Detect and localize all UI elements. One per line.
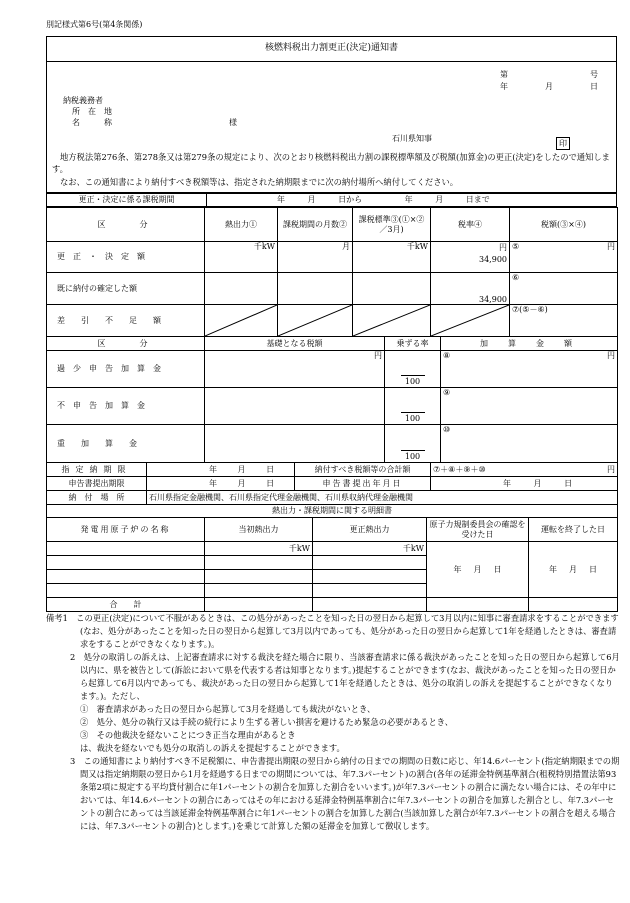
empty-cell [278, 273, 353, 305]
stopped-date: 年 月 日 [529, 542, 618, 598]
rate-denominator: 100 [401, 450, 425, 462]
confirmed-date: 年 月 日 [427, 542, 529, 598]
deadline-table [46, 462, 618, 505]
period-value: 年 月 日から 年 月 日まで [207, 194, 617, 207]
standard-unit: 千kW [353, 242, 431, 273]
rate-fraction [385, 425, 441, 463]
tax-table [46, 207, 618, 337]
body-text-2: なお、この通知書により納付すべき税額等は、指定された納期限までに次の納付場所へ納付してください。 [60, 177, 459, 187]
header-revised: 更正熱出力 [313, 518, 427, 542]
reactor-cell [47, 570, 205, 584]
total-unit: 円 [607, 464, 615, 474]
detail-table [46, 504, 618, 612]
note-2: 2 処分の取消しの訴えは、上記審査請求に対する裁決を経た場合に限り、当該審査請求に係る裁決があったことを知った日の翌日から起算して6月以内に、県を被告として(訴訟において県を代表する者は知事となります。)提起することができます(なお、裁決があったことを知った日の翌日から起算して6月以内であっても、裁決があった日の翌日から起算して1年を経過したときは、処分の取消しの訴えを提起することができなくなります。)。ただし、 [70, 652, 620, 701]
period-table [46, 193, 617, 207]
rate-cell [431, 242, 510, 273]
tax-mark: ⑥ [510, 273, 618, 305]
rate-value: 34,900 [479, 255, 507, 264]
taxpayer-address-label: 所 在 地 [72, 107, 112, 116]
penalty-table [46, 336, 618, 463]
taxpayer-label: 納税義務者 [63, 96, 103, 105]
header-reactor: 発電用原子炉の名称 [47, 518, 205, 542]
rate-fraction [385, 388, 441, 425]
amount-cell [441, 351, 618, 388]
seal-mark [556, 131, 570, 150]
notes [46, 612, 620, 833]
rate-fraction [385, 351, 441, 388]
body-text-1: 地方税法第276条、第278条又は第279条の規定により、次のとおり核燃料税出力割の課税標準額及び税額(加算金)の更正(決定)をしたので通知します。 [52, 152, 610, 174]
total-label: 合 計 [47, 598, 205, 612]
table-row [47, 388, 618, 425]
tax-mark: ⑤ [512, 242, 520, 251]
taxpayer-name-label: 名 称 [72, 118, 112, 127]
note-1: 備考1 この更正(決定)について不服があるときは、この処分があったことを知った日の翌日から起算して3月以内に知事に審査請求をすることができます(なお、処分があったことを知った日の翌日から起算して3月以内であっても、処分があった日の翌日から起算して1年を経過したときは、審査請求をすることができなくなります。)。 [46, 613, 619, 649]
table-row [47, 305, 618, 337]
months-unit: 月 [278, 242, 353, 273]
number-dai: 第 [500, 70, 508, 79]
penalty-label: 不 申 告 加 算 金 [47, 388, 205, 425]
amount-unit: 円 [607, 351, 615, 360]
note-2-item-1: ① 審査請求があった日の翌日から起算して3月を経過しても裁決がないとき、 [80, 704, 376, 714]
detail-title-row [47, 505, 618, 518]
total-formula: ⑦＋⑧＋⑨＋⑩ [433, 464, 486, 474]
row-label: 更 正 ・ 決 定 額 [47, 242, 205, 273]
payment-row [47, 491, 618, 505]
period-label: 更正・決定に係る課税期間 [47, 194, 207, 207]
empty-cell [205, 388, 385, 425]
payment-label: 納 付 場 所 [47, 491, 147, 505]
empty-cell [205, 598, 313, 612]
header-tax: 税額(③×④) [510, 208, 618, 242]
filing-date: 年 月 日 [147, 477, 295, 491]
empty-cell [313, 570, 427, 584]
penalty-label: 重 加 算 金 [47, 425, 205, 463]
empty-cell [205, 570, 313, 584]
amount-mark: ⑨ [441, 388, 618, 425]
deadline-row [47, 463, 618, 477]
row-label: 既に納付の確定した額 [47, 273, 205, 305]
filing-date-label: 申告書提出年月日 [295, 477, 431, 491]
seal-text: 印 [556, 137, 570, 150]
note-3: 3 この通知書により納付すべき不足税額に、申告書提出期限の翌日から納付の日までの期間の日数に応じ、年14.6パーセント(指定納期限までの期間又は指定納期限の翌日から1月を経過する日までの期間については、年7.3パーセント)の割合(各年の延滞金特例基準割合(租税特別措置法第93条第2項に規定する平均貸付割合に年1パーセントの割合を加算した割合をいいます。)が年7.3パーセントの割合に満たない場合には、その年中においては、年14.6パーセントの割合にあってはその年における延滞金特例基準割合に年7.3パーセントの割合を加算した割合とし、年7.3パーセントの割合にあっては当該延滞金特例基準割合に年1パーセントの割合を加算した割合(当該加算した割合が年7.3パーセントの割合を超える場合には、年7.3パーセントの割合)とします。)を乗じて計算した額の延滞金を加算して徴収します。 [70, 756, 620, 831]
tax-unit: 円 [607, 242, 615, 251]
rate-denominator: 100 [401, 375, 425, 387]
payment-value: 石川県指定金融機関、石川県指定代理金融機関、石川県収納代理金融機関 [147, 491, 618, 505]
penalty-header-rate: 乗ずる率 [385, 337, 441, 351]
note-2-item-3: ③ その他裁決を経ないことにつき正当な理由があるとき [80, 730, 296, 740]
amount-mark: ⑩ [441, 425, 618, 463]
table-row [47, 242, 618, 273]
deadline-label: 指定納期限 [47, 463, 147, 477]
empty-cell [529, 598, 618, 612]
detail-title: 熱出力・課税期間に関する明細書 [47, 505, 618, 518]
rate-unit: 円 [499, 243, 507, 252]
tax-cell [510, 242, 618, 273]
header-output: 熱出力① [205, 208, 278, 242]
detail-header [47, 518, 618, 542]
output-unit: 千kW [205, 242, 278, 273]
detail-total-row [47, 598, 618, 612]
deadline-date: 年 月 日 [147, 463, 295, 477]
diagonal-cell [205, 305, 278, 337]
amount-mark: ⑧ [443, 351, 451, 360]
date-year: 年 [500, 82, 508, 91]
empty-cell [353, 273, 431, 305]
header-standard: 課税標準③(①×②／3月) [353, 208, 431, 242]
filing-label: 申告書提出期限 [47, 477, 147, 491]
empty-cell [205, 425, 385, 463]
tax-table-header [47, 208, 618, 242]
empty-cell [205, 556, 313, 570]
table-row [47, 425, 618, 463]
empty-cell [427, 598, 529, 612]
note-2-tail: は、裁決を経ないでも処分の取消しの訴えを提起することができます。 [80, 743, 345, 753]
date-day: 日 [590, 82, 598, 91]
header-stopped: 運転を終了した日 [529, 518, 618, 542]
empty-cell [313, 584, 427, 598]
initial-unit: 千kW [205, 542, 313, 556]
header-kubun: 区 分 [47, 208, 205, 242]
empty-cell [313, 598, 427, 612]
empty-cell [313, 556, 427, 570]
table-row [47, 273, 618, 305]
reactor-cell [47, 542, 205, 556]
total-cell [431, 463, 618, 477]
tax-mark: ⑦(⑤－⑥) [510, 305, 618, 337]
filing-row [47, 477, 618, 491]
reactor-cell [47, 556, 205, 570]
diagonal-cell [353, 305, 431, 337]
honorific: 様 [229, 118, 237, 127]
date-month: 月 [545, 82, 553, 91]
issuer: 石川県知事 [392, 134, 432, 143]
diagonal-cell [431, 305, 510, 337]
document-title: 核燃料税出力割更正(決定)通知書 [264, 43, 399, 53]
note-2-item-2: ② 処分、処分の執行又は手続の続行により生ずる著しい損害を避けるため緊急の必要があるとき、 [80, 717, 454, 727]
empty-cell [205, 584, 313, 598]
filing-date-value: 年 月 日 [431, 477, 618, 491]
reactor-cell [47, 584, 205, 598]
header-initial: 当初熱出力 [205, 518, 313, 542]
penalty-header-base: 基礎となる税額 [205, 337, 385, 351]
table-row [47, 351, 618, 388]
header-rate: 税率④ [431, 208, 510, 242]
table-row [47, 542, 618, 556]
revised-unit: 千kW [313, 542, 427, 556]
row-label: 差 引 不 足 額 [47, 305, 205, 337]
form-label: 別記様式第6号(第4条関係) [46, 20, 143, 29]
number-go: 号 [590, 70, 598, 79]
header-confirmed: 原子力規制委員会の確認を受けた日 [427, 518, 529, 542]
diagonal-cell [278, 305, 353, 337]
penalty-label: 過 少 申 告 加 算 金 [47, 351, 205, 388]
penalty-header [47, 337, 618, 351]
base-unit: 円 [205, 351, 385, 388]
header-months: 課税期間の月数② [278, 208, 353, 242]
penalty-header-kubun: 区 分 [47, 337, 205, 351]
rate-denominator: 100 [401, 412, 425, 424]
rate-value: 34,900 [431, 273, 510, 305]
total-label: 納付すべき税額等の合計額 [295, 463, 431, 477]
empty-cell [205, 273, 278, 305]
penalty-header-amount: 加 算 金 額 [441, 337, 618, 351]
